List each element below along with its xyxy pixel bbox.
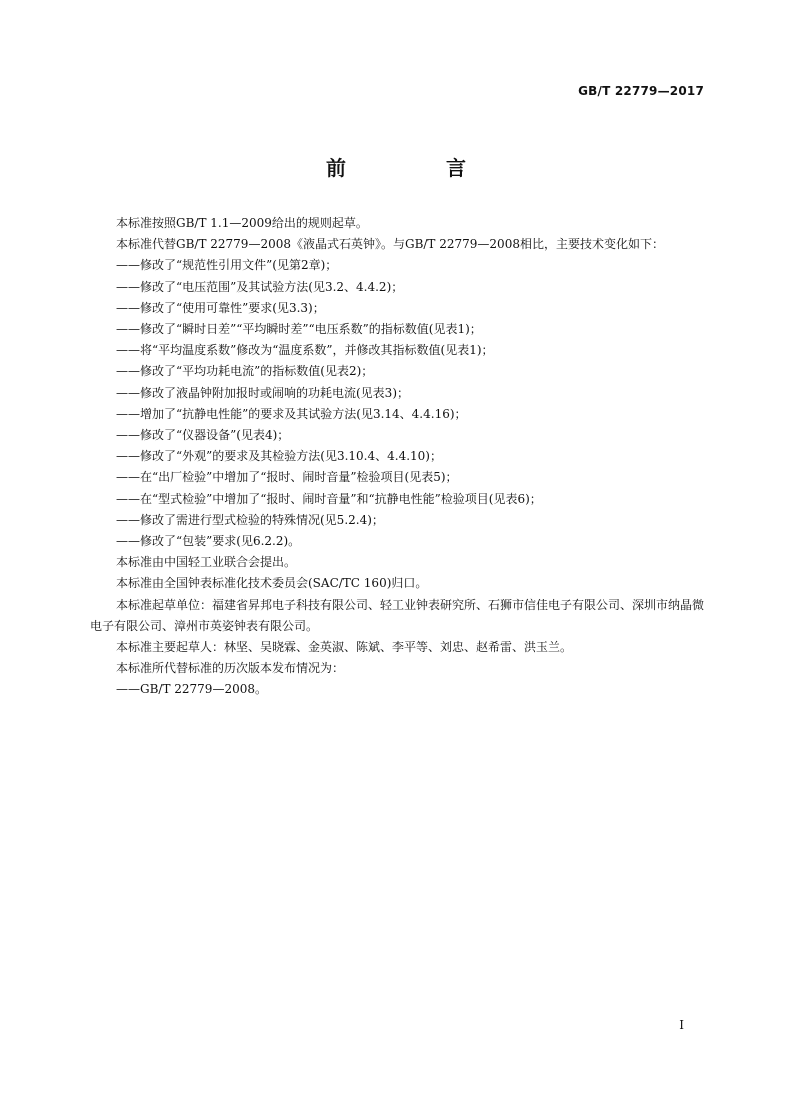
list-item: ——GB/T 22779—2008。 (116, 682, 267, 697)
closing-paragraph: 本标准由中国轻工业联合会提出。 (116, 555, 297, 570)
page-title: 前 言 (326, 156, 506, 180)
document-body (90, 213, 704, 701)
closing-paragraph: 本标准所代替标准的历次版本发布情况为： (116, 661, 345, 676)
list-item: ——修改了“仪器设备”(见表4)； (116, 428, 290, 443)
list-item: ——修改了“规范性引用文件”(见第2章)； (116, 258, 338, 273)
closing-paragraph: 本标准起草单位：福建省昇邦电子科技有限公司、轻工业钟表研究所、石狮市信佳电子有限公司、深圳市纳晶微电子有限公司、漳州市英姿钟表有限公司。 (90, 597, 705, 633)
list-item: ——在“出厂检验”中增加了“报时、闹时音量”检验项目(见表5)； (116, 470, 458, 485)
list-item: ——修改了液晶钟附加报时或闹响的功耗电流(见表3)； (116, 385, 409, 400)
intro-paragraph: 本标准按照GB/T 1.1—2009给出的规则起草。 (116, 216, 368, 230)
list-item: ——修改了“使用可靠性”要求(见3.3)； (116, 300, 325, 315)
list-item: ——增加了“抗静电性能”的要求及其试验方法(见3.14、4.4.16)； (116, 406, 467, 421)
list-item: ——修改了“平均功耗电流”的指标数值(见表2)； (116, 364, 374, 379)
history-list (90, 679, 704, 700)
changes-list (90, 255, 704, 552)
list-item: ——修改了“外观”的要求及其检验方法(见3.10.4、4.4.10)； (116, 449, 442, 464)
closing-paragraph: 本标准由全国钟表标准化技术委员会(SAC/TC 160)归口。 (116, 576, 428, 591)
list-item: ——修改了需进行型式检验的特殊情况(见5.2.4)； (116, 512, 384, 527)
list-item: ——修改了“电压范围”及其试验方法(见3.2、4.4.2)； (116, 279, 404, 294)
list-item: ——在“型式检验”中增加了“报时、闹时音量”和“抗静电性能”检验项目(见表6)； (116, 491, 542, 506)
list-item: ——将“平均温度系数”修改为“温度系数”，并修改其指标数值(见表1)； (116, 343, 494, 358)
page-number: I (679, 1018, 684, 1032)
intro-paragraph: 本标准代替GB/T 22779—2008《液晶式石英钟》。与GB/T 22779—2008相比，主要技术变化如下： (116, 237, 664, 252)
list-item: ——修改了“包装”要求(见6.2.2)。 (116, 534, 301, 549)
standard-number: GB/T 22779—2017 (578, 84, 704, 98)
closing-paragraph: 本标准主要起草人：林坚、吴晓霖、金英淑、陈斌、李平等、刘忠、赵希雷、洪玉兰。 (116, 640, 573, 655)
list-item: ——修改了“瞬时日差”“平均瞬时差”“电压系数”的指标数值(见表1)； (116, 322, 482, 337)
